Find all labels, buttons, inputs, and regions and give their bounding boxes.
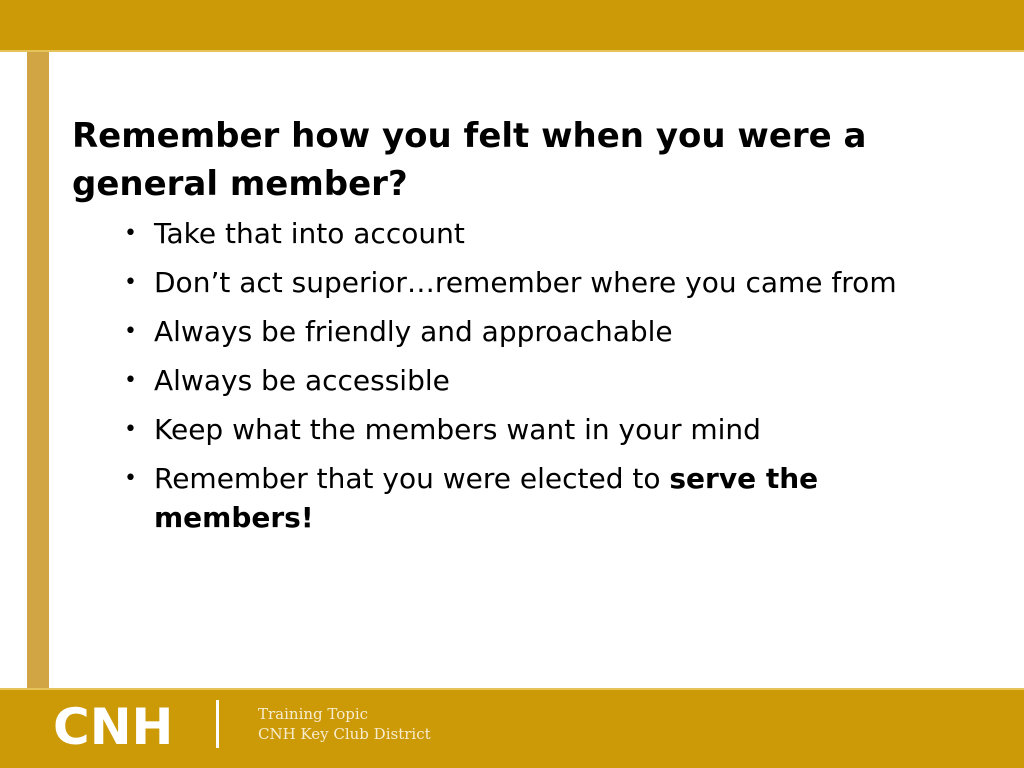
bullet-dot-icon: • xyxy=(124,319,137,344)
bullet-dot-icon: • xyxy=(124,368,137,393)
bullet-item xyxy=(124,410,954,449)
slide-title: Remember how you felt when you were a general member? xyxy=(72,116,867,204)
bullet-item xyxy=(124,263,954,302)
bullet-text: Always be accessible xyxy=(154,364,450,397)
bullet-text: Keep what the members want in your mind xyxy=(154,413,761,446)
bullet-dot-icon: • xyxy=(124,270,137,295)
cnh-logo: CNH xyxy=(53,698,174,756)
bullet-item xyxy=(124,361,954,400)
left-accent-bar xyxy=(27,52,49,690)
footer-line-training-topic: Training Topic xyxy=(258,705,369,723)
bullet-text: Remember that you were elected to xyxy=(154,462,670,495)
footer-text xyxy=(258,704,431,744)
logo-divider xyxy=(216,700,219,748)
top-bar-edge xyxy=(0,50,1024,52)
bullet-list xyxy=(72,214,972,537)
bullet-emphasis: serve the members! xyxy=(154,462,819,534)
bullet-text: Take that into account xyxy=(154,217,465,250)
bullet-text: Always be friendly and approachable xyxy=(154,315,673,348)
top-bar xyxy=(0,0,1024,50)
footer-line-district: CNH Key Club District xyxy=(258,725,431,743)
bullet-dot-icon: • xyxy=(124,417,137,442)
bullet-dot-icon: • xyxy=(124,221,137,246)
slide-content xyxy=(72,112,972,547)
bullet-item xyxy=(124,214,954,253)
bullet-text: Don’t act superior…remember where you came from xyxy=(154,266,897,299)
bullet-item xyxy=(124,312,954,351)
bullet-dot-icon: • xyxy=(124,466,137,491)
bullet-item xyxy=(124,459,954,537)
